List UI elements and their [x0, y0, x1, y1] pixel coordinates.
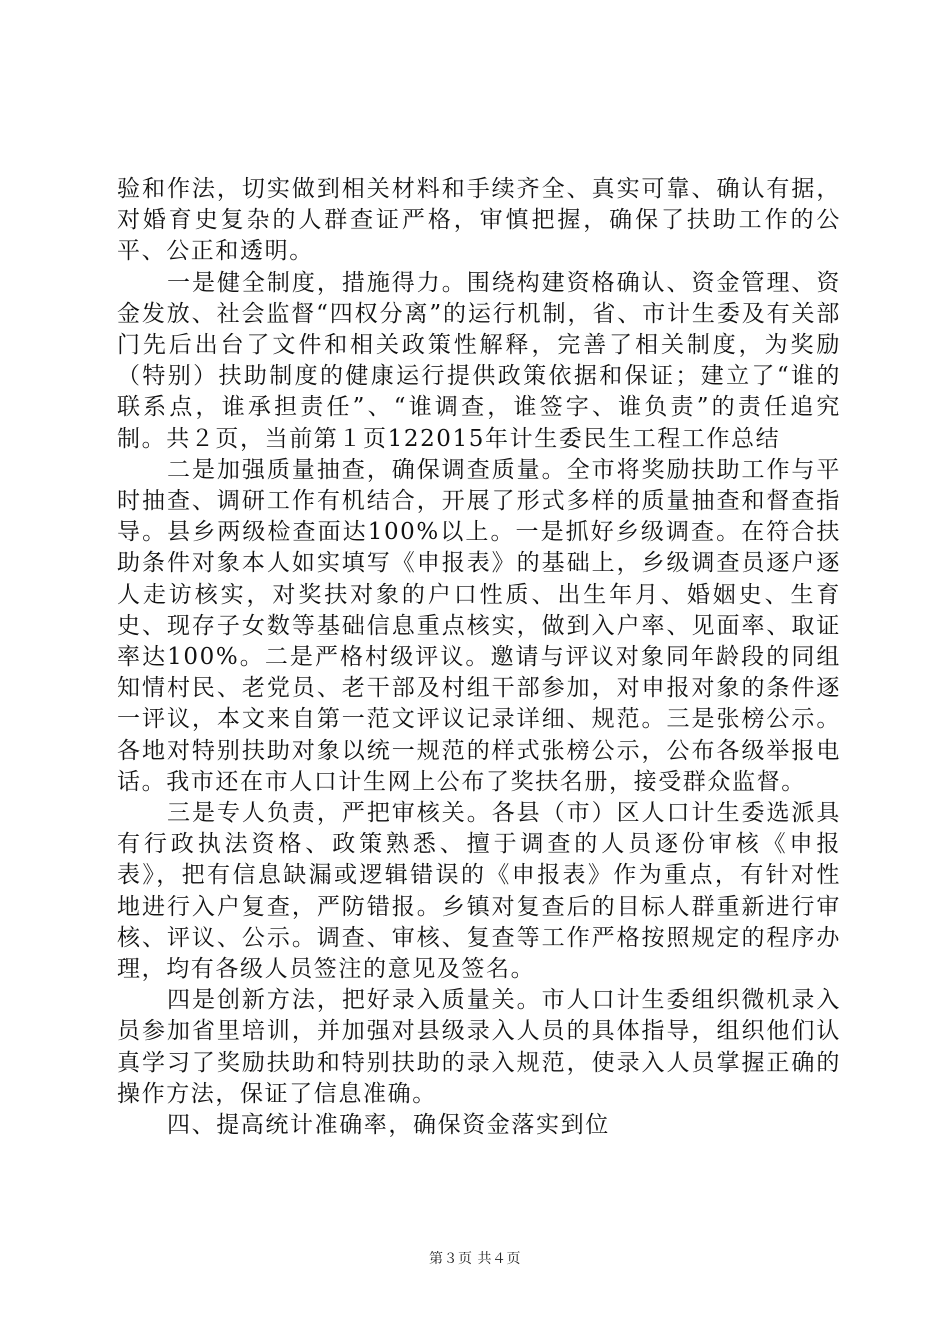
paragraph-continuation: 验和作法，切实做到相关材料和手续齐全、真实可靠、确认有据，对婚育史复杂的人群查证严格，审慎把握，确保了扶助工作的公平、公正和透明。 — [117, 176, 841, 265]
section-heading: 四、提高统计准确率，确保资金落实到位 — [167, 1112, 610, 1139]
paragraph-quality-check: 二是加强质量抽查，确保调查质量。全市将奖励扶助工作与平时抽查、调研工作有机结合，开展了形式多样的质量抽查和督查指导。县乡两级检查面达100%以上。一是抓好乡级调查。在符合扶助条件对象本人如实填写《申报表》的基础上，乡级调查员逐户逐人走访核实，对奖扶对象的户口性质、出生年月、婚姻史、生育史、现存子女数等基础信息重点核实，做到入户率、见面率、取证率达100%。二是严格村级评议。邀请与评议对象同年龄段的同组知情村民、老党员、老干部及村组干部参加，对申报对象的条件逐一评议，本文来自第一范文评议记录详细、规范。三是张榜公示。各地对特别扶助对象以统一规范的样式张榜公示，公布各级举报电话。我市还在市人口计生网上公布了奖扶名册，接受群众监督。 — [117, 456, 841, 795]
paragraph-review: 三是专人负责，严把审核关。各县（市）区人口计生委选派具有行政执法资格、政策熟悉、擅于调查的人员逐份审核《申报表》，把有信息缺漏或逻辑错误的《申报表》作为重点，有针对性地进行入户复查，严防错报。乡镇对复查后的目标人群重新进行审核、评议、公示。调查、审核、复查等工作严格按照规定的程序办理，均有各级人员签注的意见及签名。 — [117, 800, 841, 983]
paragraph-data-entry: 四是创新方法，把好录入质量关。市人口计生委组织微机录入员参加省里培训，并加强对县级录入人员的具体指导，组织他们认真学习了奖励扶助和特别扶助的录入规范，使录入人员掌握正确的操作方法，保证了信息准确。 — [117, 987, 841, 1107]
page-footer: 第３页 共４页 — [429, 1251, 521, 1267]
paragraph-system: 一是健全制度，措施得力。围绕构建资格确认、资金管理、资金发放、社会监督“四权分离”的运行机制，省、市计生委及有关部门先后出台了文件和相关政策性解释，完善了相关制度，为奖励（特别）扶助制度的健康运行提供政策依据和保证；建立了“谁的联系点，谁承担责任”、“谁调查，谁签字、谁负责”的责任追究制。共２页，当前第１页122015年计生委民生工程工作总结 — [117, 269, 841, 452]
document-body — [117, 174, 841, 1141]
